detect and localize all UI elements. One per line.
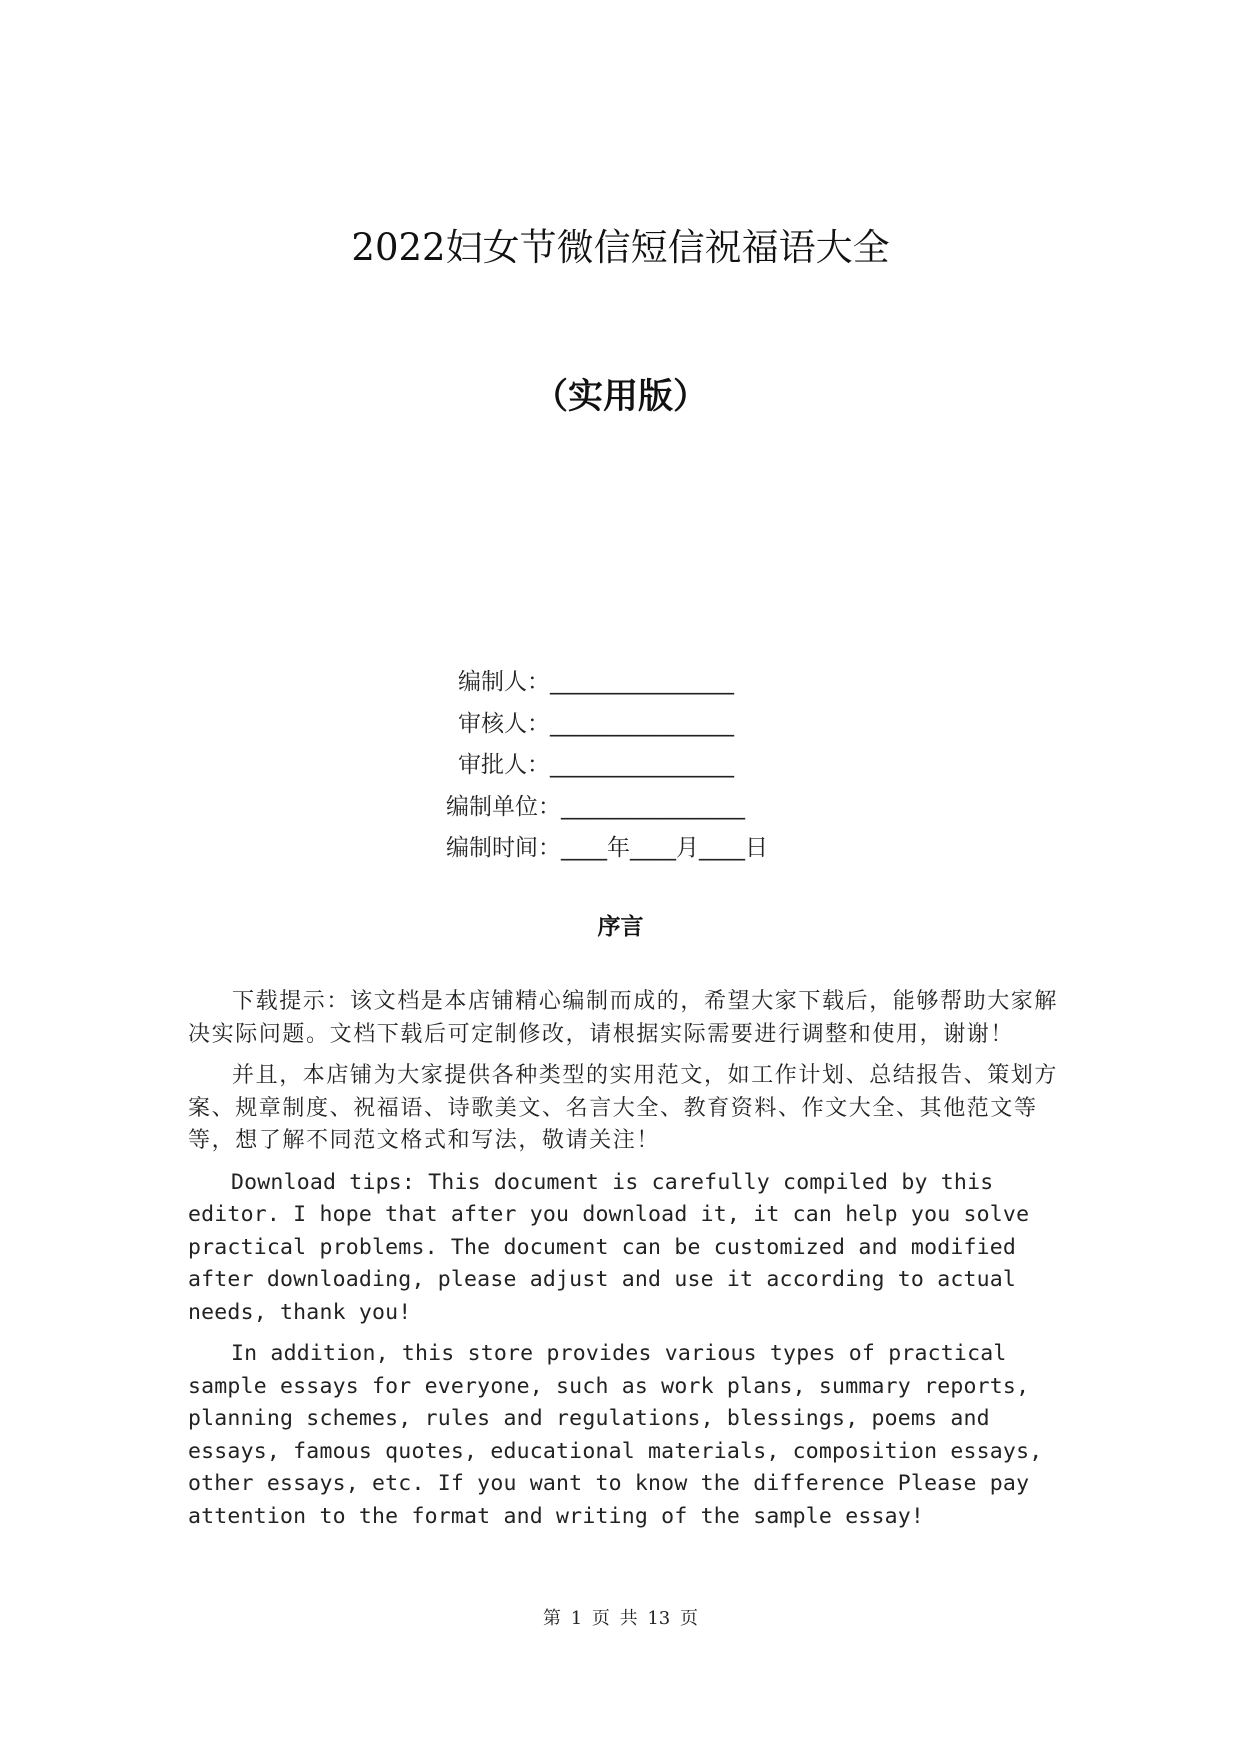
preface-paragraph-cn-2: 并且，本店铺为大家提供各种类型的实用范文，如工作计划、总结报告、策划方案、规章制度、祝福语、诗歌美文、名言大全、教育资料、作文大全、其他范文等等，想了解不同范文格式和写法，敬请关注！ <box>188 1063 1059 1153</box>
preface-heading: 序言 <box>597 914 644 940</box>
form-label-editor: 编制人： <box>458 669 550 695</box>
form-label-date: 编制时间： <box>446 835 561 861</box>
form-label-unit: 编制单位： <box>446 793 561 820</box>
form-row-approver <box>446 745 866 787</box>
signature-form <box>446 662 866 870</box>
form-blank-unit: ________________ <box>561 793 745 820</box>
form-row-unit <box>446 787 866 829</box>
form-blank-reviewer: ________________ <box>550 710 734 737</box>
page-number-footer: 第 1 页 共 13 页 <box>543 1608 698 1629</box>
preface-paragraph-en-1: Download tips: This document is carefully compiled by this editor. I hope that after you download it, it can help you solve practical problems. The document can be customized and modified after downloading, please adjust and use it according to actual needs, thank you! <box>188 1169 1030 1325</box>
form-row-editor <box>446 662 866 704</box>
form-blank-date: ____年____月____日 <box>561 835 768 861</box>
form-label-approver: 审批人： <box>458 752 550 778</box>
form-blank-editor: ________________ <box>550 669 734 695</box>
form-row-date <box>446 828 866 870</box>
preface-paragraph-en-2: In addition, this store provides various types of practical sample essays for everyone, such as work plans, summary reports, planning schemes, rules and regulations, blessings, poems and essays, famous quotes, educational materials, composition essays, other essays, etc. If you want to know the difference Please pay attention to the format and writing of the sample essay! <box>188 1341 1043 1529</box>
form-label-reviewer: 审核人： <box>458 710 550 737</box>
document-subtitle: （实用版） <box>532 377 708 417</box>
document-title: 2022妇女节微信短信祝福语大全 <box>351 226 890 269</box>
form-blank-approver: ________________ <box>550 752 734 778</box>
form-row-reviewer <box>446 704 866 746</box>
preface-body <box>188 986 1068 1542</box>
preface-paragraph-cn-1: 下载提示：该文档是本店铺精心编制而成的，希望大家下载后，能够帮助大家解决实际问题。文档下载后可定制修改，请根据实际需要进行调整和使用，谢谢！ <box>188 989 1059 1047</box>
